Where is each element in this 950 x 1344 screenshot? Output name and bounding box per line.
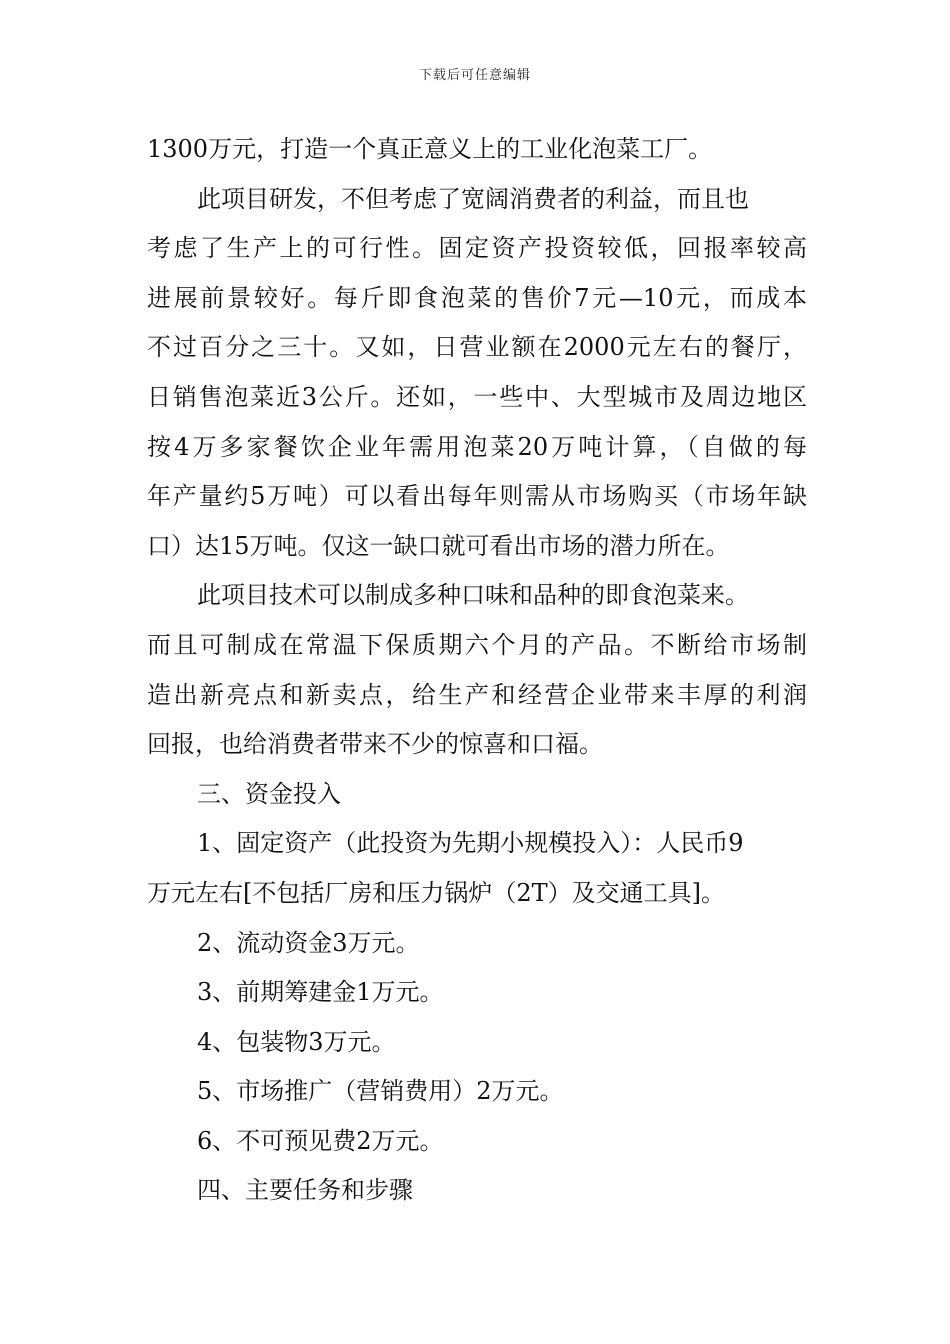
section-heading: 三、资金投入 (197, 779, 341, 808)
text-line: 而且可制成在常温下保质期六个月的产品。不断给市场制 (147, 630, 807, 659)
list-item: 3、前期筹建金1万元。 (197, 978, 444, 1007)
text-line: 日销售泡菜近3公斤。还如，一些中、大型城市及周边地区 (147, 382, 807, 411)
section-heading: 四、主要任务和步骤 (197, 1176, 413, 1205)
text-line: 回报，也给消费者带来不少的惊喜和口福。 (147, 730, 603, 759)
page-header-note: 下载后可任意编辑 (418, 68, 531, 83)
text-line: 此项目研发，不但考虑了宽阔消费者的利益，而且也 (197, 184, 749, 213)
text-line: 进展前景较好。每斤即食泡菜的售价7元—10元，而成本 (147, 283, 807, 312)
text-line: 口）达15万吨。仅这一缺口就可看出市场的潜力所在。 (147, 531, 730, 560)
text-line: 年产量约5万吨）可以看出每年则需从市场购买（市场年缺 (147, 482, 807, 511)
list-item: 6、不可预见费2万元。 (197, 1126, 444, 1155)
text-line: 按4万多家餐饮企业年需用泡菜20万吨计算，（自做的每 (147, 432, 807, 461)
text-line: 考虑了生产上的可行性。固定资产投资较低，回报率较高 (147, 234, 807, 263)
list-item-continuation: 万元左右[不包括厂房和压力锅炉（2T）及交通工具]。 (147, 878, 726, 907)
text-line: 此项目技术可以制成多种口味和品种的即食泡菜来。 (197, 581, 749, 610)
text-line: 造出新亮点和新卖点，给生产和经营企业带来丰厚的利润 (147, 680, 807, 709)
document-body (147, 125, 807, 1216)
list-item: 4、包装物3万元。 (197, 1027, 396, 1056)
list-item: 5、市场推广（营销费用）2万元。 (197, 1077, 564, 1106)
list-item: 2、流动资金3万元。 (197, 928, 420, 957)
text-line: 不过百分之三十。又如，日营业额在2000元左右的餐厅， (147, 333, 807, 362)
list-item: 1、固定资产（此投资为先期小规模投入）：人民币9 (197, 829, 744, 858)
text-line: 1300万元，打造一个真正意义上的工业化泡菜工厂。 (147, 135, 713, 163)
